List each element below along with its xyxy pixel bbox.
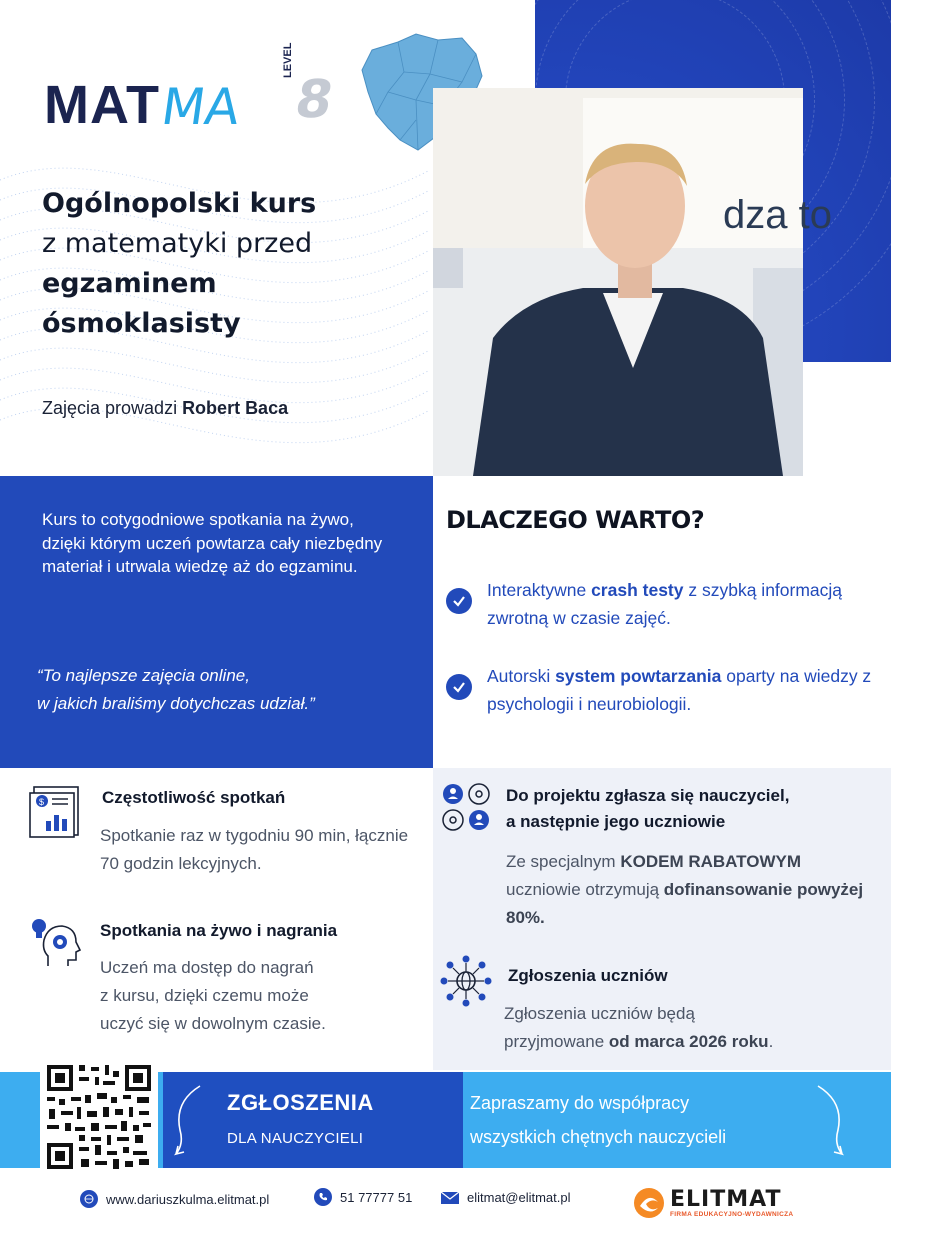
qr-code[interactable] [40, 1058, 158, 1176]
phone-link[interactable] [314, 1188, 412, 1206]
main-headline [42, 184, 402, 344]
svg-text:dza to: dza to [723, 193, 832, 237]
quote-line-2: w jakich braliśmy dotychczas udział.” [37, 694, 315, 713]
live-text-line: Uczeń ma dostęp do nagrań [100, 958, 314, 977]
check-icon [446, 674, 472, 700]
logo-level-number: 8 [290, 70, 338, 130]
why-item-pre: Interaktywne [487, 580, 592, 600]
why-item-bold: system powtarzania [555, 666, 722, 686]
why-item [446, 576, 876, 632]
mail-icon [441, 1192, 459, 1204]
project-text [506, 848, 866, 932]
testimonial-quote [37, 662, 417, 718]
why-item-pre: Autorski [487, 666, 556, 686]
elitmat-tagline: FIRMA EDUKACYJNO-WYDAWNICZA [670, 1210, 794, 1218]
project-text-code: KODEM RABATOWYM [620, 852, 802, 871]
why-item-text [487, 576, 876, 632]
teacher-prefix: Zajęcia prowadzi [42, 398, 183, 418]
elitmat-brand: ELITMAT [670, 1186, 782, 1212]
email-text: elitmat@elitmat.pl [467, 1190, 571, 1205]
why-item [446, 662, 876, 718]
project-title-line: Do projektu zgłasza się nauczyciel, [506, 786, 790, 805]
headline-line-1: Ogólnopolski kurs [42, 188, 317, 219]
quote-line-1: “To najlepsze zajęcia online, [37, 666, 250, 685]
elitmat-logo-icon [632, 1186, 666, 1220]
live-text [100, 954, 420, 1038]
project-title-line: a następnie jego uczniowie [506, 812, 726, 831]
project-text-funding: dofinansowanie powyżej 80%. [506, 880, 864, 927]
course-description: Kurs to cotygodniowe spotkania na żywo, dzięki którym uczeń powtarza cały niezbędny materiał i utrwala wiedzę aż do egzaminu. [42, 510, 383, 576]
svg-text:$: $ [39, 797, 45, 807]
globe-icon [80, 1190, 98, 1208]
brain-gear-icon [30, 916, 82, 970]
why-item-text [487, 662, 876, 718]
network-globe-icon [440, 954, 492, 1008]
students-title: Zgłoszenia uczniów [508, 966, 668, 985]
live-title: Spotkania na żywo i nagrania [100, 921, 338, 940]
students-text-pre: przyjmowane [504, 1032, 609, 1051]
live-text-line: z kursu, dzięki czemu może [100, 986, 309, 1005]
students-text-date: od marca 2026 roku [608, 1032, 769, 1051]
project-text-mid: uczniowie otrzymują [506, 880, 664, 899]
teacher-line [42, 398, 288, 419]
project-title [506, 783, 886, 835]
bracket-left-decoration [170, 1080, 214, 1160]
why-item-bold: crash testy [591, 580, 684, 600]
frequency-title: Częstotliwość spotkań [102, 788, 286, 807]
headline-line-4: ósmoklasisty [42, 308, 241, 339]
elitmat-logo [632, 1186, 793, 1220]
phone-text: 51 77777 51 [340, 1189, 413, 1205]
logo-level-text: LEVEL [282, 42, 294, 78]
invitation-line: Zapraszamy do współpracy [470, 1093, 690, 1113]
registration-title: ZGŁOSZENIA [227, 1090, 374, 1115]
headline-line-2: z matematyki przed [42, 228, 313, 259]
live-text-line: uczyć się w dowolnym czasie. [100, 1014, 326, 1033]
teacher-name: Robert Baca [182, 398, 289, 418]
students-text-line [504, 1028, 874, 1056]
website-link[interactable] [80, 1190, 269, 1208]
logo-mat-text: MAT [44, 75, 160, 135]
project-text-pre: Ze specjalnym [506, 852, 621, 871]
students-text [504, 1000, 874, 1056]
why-item-post: oparty na wiedzy z psychologii i neurobiologii. [487, 666, 872, 714]
logo-ma-text: MA [157, 78, 244, 136]
registration-subtitle: DLA NAUCZYCIELI [227, 1130, 364, 1147]
headline-line-3: egzaminem [42, 268, 217, 299]
instructor-photo [433, 88, 832, 476]
course-description-block [0, 476, 433, 768]
students-text-post: . [768, 1032, 774, 1051]
why-title: DLACZEGO WARTO? [446, 506, 705, 534]
teacher-students-icon [440, 781, 492, 833]
frequency-text: Spotkanie raz w tygodniu 90 min, łącznie 70 godzin lekcyjnych. [100, 826, 409, 873]
report-chart-icon [28, 783, 82, 839]
check-icon [446, 588, 472, 614]
why-item-post: z szybką informacją zwrotną w czasie zajęć. [487, 580, 843, 628]
website-text: www.dariuszkulma.elitmat.pl [106, 1191, 270, 1207]
matma-logo [44, 42, 338, 136]
phone-icon [314, 1188, 332, 1206]
invitation-line: wszystkich chętnych nauczycieli [470, 1127, 727, 1147]
invitation-text [470, 1086, 810, 1154]
email-link[interactable] [441, 1190, 571, 1205]
students-text-line: Zgłoszenia uczniów będą [504, 1004, 695, 1023]
bracket-right-decoration [804, 1080, 848, 1160]
